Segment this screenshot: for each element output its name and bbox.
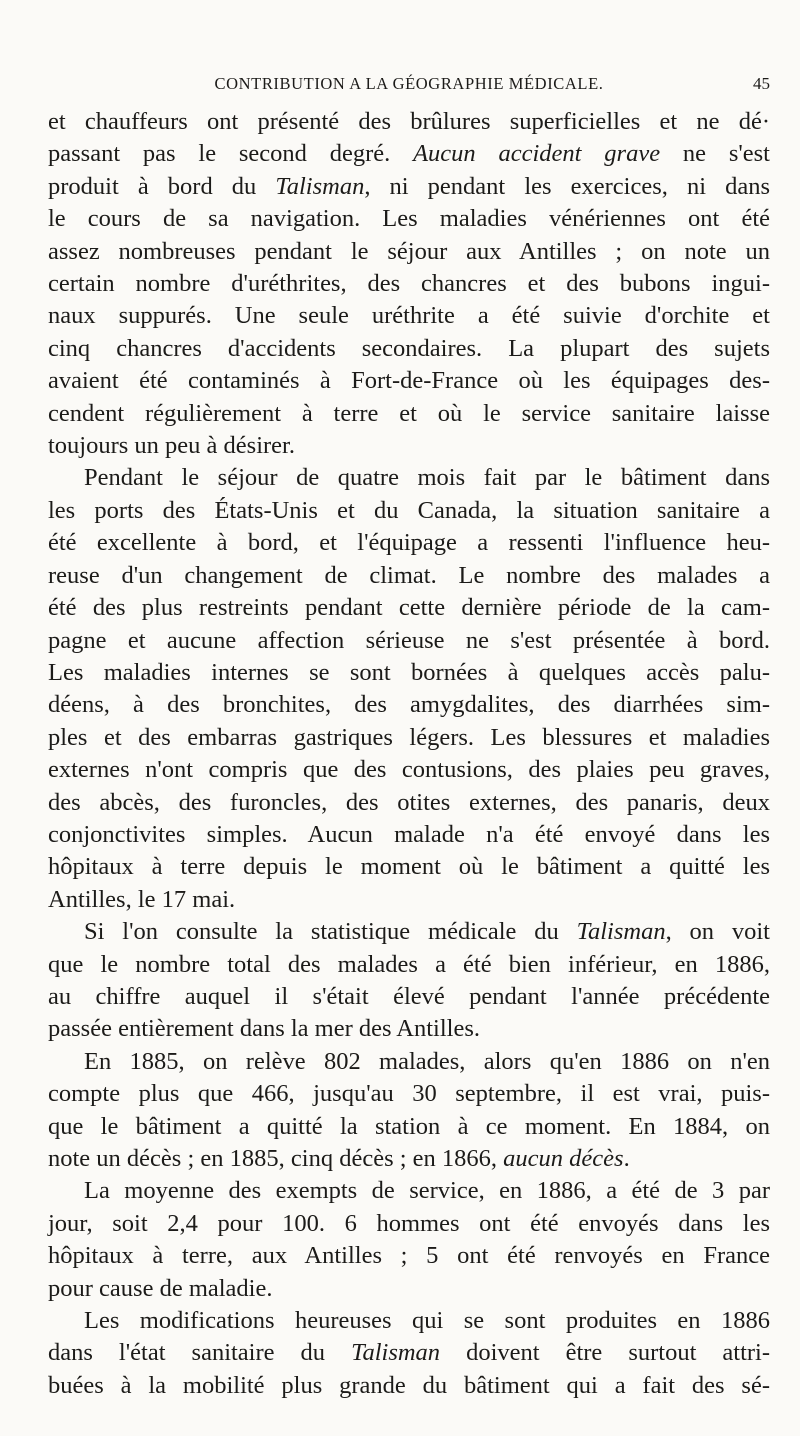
text-line: les ports des États-Unis et du Canada, la situation sanitaire a bbox=[48, 496, 770, 524]
text-line: au chiffre auquel il s'était élevé pendant l'année précédente bbox=[48, 982, 770, 1010]
text-line: passant pas le second degré. Aucun accident grave ne s'est bbox=[48, 140, 770, 168]
text-line: que le nombre total des malades a été bien inférieur, en 1886, bbox=[48, 950, 770, 978]
text-line: compte plus que 466, jusqu'au 30 septembre, il est vrai, puis- bbox=[48, 1080, 770, 1108]
text-line: cinq chancres d'accidents secondaires. La plupart des sujets bbox=[48, 334, 770, 362]
page-number: 45 bbox=[753, 74, 770, 93]
text-line: certain nombre d'uréthrites, des chancres et des bubons ingui- bbox=[48, 270, 770, 298]
text-line: note un décès ; en 1885, cinq décès ; en 1866, aucun décès. bbox=[48, 1145, 630, 1172]
text-line: Antilles, le 17 mai. bbox=[48, 885, 236, 913]
text-line: conjonctivites simples. Aucun malade n'a été envoyé dans les bbox=[48, 820, 770, 848]
running-title: CONTRIBUTION A LA GÉOGRAPHIE MÉDICALE. bbox=[214, 74, 604, 93]
text-line: produit à bord du Talisman, ni pendant les exercices, ni dans bbox=[48, 172, 770, 200]
text-line: hôpitaux à terre, aux Antilles ; 5 ont été renvoyés en France bbox=[48, 1242, 770, 1270]
text-line: externes n'ont compris que des contusions, des plaies peu graves, bbox=[48, 756, 770, 784]
text-line: avaient été contaminés à Fort-de-France où les équipages des- bbox=[48, 367, 770, 395]
paragraph bbox=[48, 1305, 770, 1402]
text-line: le cours de sa navigation. Les maladies vénériennes ont été bbox=[48, 205, 770, 233]
text-line: Si l'on consulte la statistique médicale du Talisman, on voit bbox=[84, 918, 770, 946]
text-line: passée entièrement dans la mer des Antilles. bbox=[48, 1015, 481, 1043]
text-line: été excellente à bord, et l'équipage a ressenti l'influence heu- bbox=[48, 529, 770, 557]
text-line: pour cause de maladie. bbox=[48, 1274, 273, 1302]
text-line: En 1885, on relève 802 malades, alors qu'en 1886 on n'en bbox=[84, 1047, 770, 1075]
text-line: Pendant le séjour de quatre mois fait par le bâtiment dans bbox=[84, 464, 770, 492]
text-line: été des plus restreints pendant cette dernière période de la cam- bbox=[48, 594, 770, 622]
text-line: La moyenne des exempts de service, en 1886, a été de 3 par bbox=[84, 1177, 770, 1205]
text-line: Les modifications heureuses qui se sont produites en 1886 bbox=[84, 1307, 770, 1335]
text-line: déens, à des bronchites, des amygdalites, des diarrhées sim- bbox=[48, 691, 770, 719]
text-line: buées à la mobilité plus grande du bâtiment qui a fait des sé- bbox=[48, 1371, 770, 1399]
text-line: hôpitaux à terre depuis le moment où le bâtiment a quitté les bbox=[48, 853, 770, 881]
text-line: et chauffeurs ont présenté des brûlures superficielles et ne dé· bbox=[48, 108, 770, 135]
text-line: des abcès, des furoncles, des otites externes, des panaris, deux bbox=[48, 788, 770, 816]
text-line: Les maladies internes se sont bornées à quelques accès palu- bbox=[48, 658, 770, 686]
text-line: assez nombreuses pendant le séjour aux Antilles ; on note un bbox=[48, 237, 770, 265]
body-text bbox=[48, 106, 770, 1402]
paragraph bbox=[48, 1046, 770, 1176]
paragraph bbox=[48, 1175, 770, 1305]
paragraph bbox=[48, 106, 770, 462]
text-line: cendent régulièrement à terre et où le service sanitaire laisse bbox=[48, 399, 770, 427]
text-line: dans l'état sanitaire du Talisman doivent être surtout attri- bbox=[48, 1339, 771, 1367]
text-line: jour, soit 2,4 pour 100. 6 hommes ont été envoyés dans les bbox=[48, 1209, 770, 1237]
paragraph bbox=[48, 462, 770, 916]
text-line: que le bâtiment a quitté la station à ce moment. En 1884, on bbox=[48, 1112, 770, 1140]
text-line: naux suppurés. Une seule uréthrite a été suivie d'orchite et bbox=[48, 302, 770, 330]
text-line: toujours un peu à désirer. bbox=[48, 432, 295, 460]
paragraph bbox=[48, 916, 770, 1046]
text-line: pagne et aucune affection sérieuse ne s'est présentée à bord. bbox=[48, 626, 770, 654]
text-line: ples et des embarras gastriques légers. Les blessures et maladies bbox=[48, 723, 770, 751]
running-head bbox=[48, 66, 770, 96]
text-line: reuse d'un changement de climat. Le nombre des malades a bbox=[48, 561, 770, 589]
